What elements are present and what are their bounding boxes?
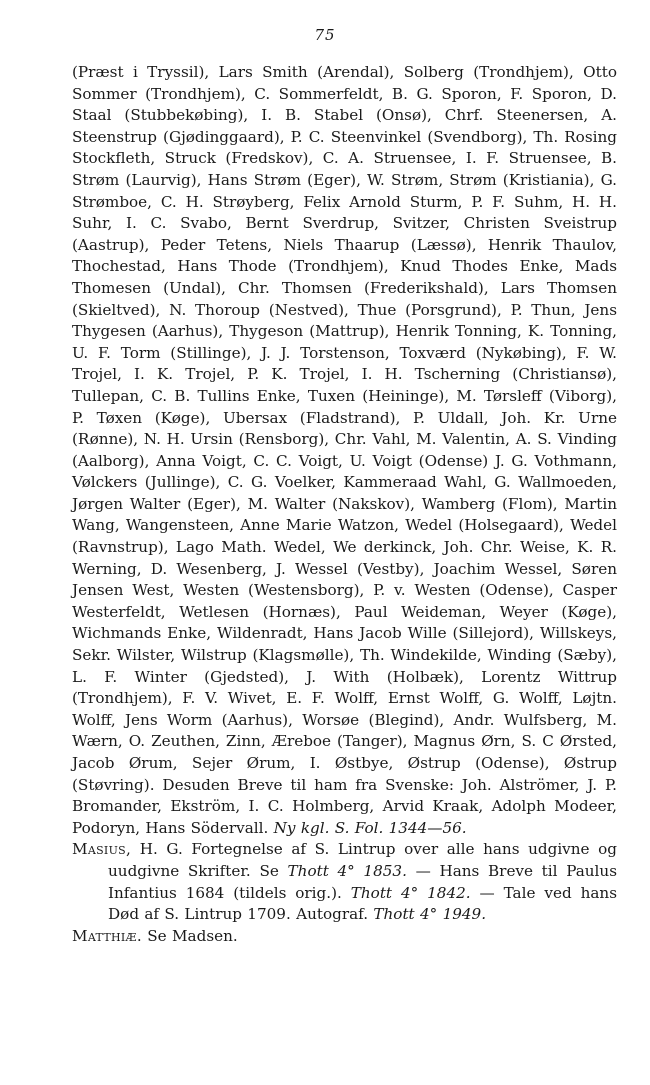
continuation-paragraph: [72, 62, 617, 839]
entry-reference: Thott 4° 1949.: [373, 905, 487, 924]
entry-reference: Thott 4° 1842.: [350, 883, 471, 902]
text-block: [72, 62, 617, 947]
entry-text: — Hans Breve til Paulus Infantius 1684 (tildels orig.).: [108, 861, 617, 902]
entry-text: H. G. Fortegnelse af S. Lintrup over alle hans udgivne og uudgivne Skrifter. Se: [108, 840, 617, 880]
entry-reference: Thott 4° 1853.: [287, 861, 407, 880]
entry-head: Matthiæ.: [72, 926, 142, 945]
entry-matthiae: [72, 926, 617, 948]
continuation-text: (Præst i Tryssil), Lars Smith (Arendal), Solberg (Trondhjem), Otto Sommer (Trondhjem), C. Sommerfeldt, B. G. Sporon, F. Sporon, D. Staal (Stubbekøbing), I. B. Stabel (Onsø), Chrf. Steenersen, A. Steenstrup (Gjødinggaard), P. C. Steenvinkel (Svendborg), Th. Rosing Stockfleth, Struck (Fredskov), C. A. Struensee, I. F. Struensee, B. Strøm (Laurvig), Hans Strøm (Eger), W. Strøm, Strøm (Kristiania), G. Strømboe, C. H. Strøyberg, Felix Arnold Sturm, P. F. Suhm, H. H. Suhr, I. C. Svabo, Bernt Sverdrup, Svitzer, Christen Sveistrup (Aastrup), Peder Tetens, Niels Thaarup (Læssø), Henrik Thaulov, Thochestad, Hans Thode (Trondhjem), Knud Thodes Enke, Mads Thomesen (Undal), Chr. Thomsen (Frederikshald), Lars Thomsen (Skieltved), N. Thoroup (Nestved), Thue (Porsgrund), P. Thun, Jens Thygesen (Aarhus), Thygeson (Mattrup), Henrik Tonning, K. Tonning, U. F. Torm (Stillinge), J. J. Torstenson, Toxværd (Nykøbing), F. W. Trojel, I. K. Trojel, P. K. Trojel, I. H. Tscherning (Christiansø), Tullepan, C. B. Tullins Enke, Tuxen (Heininge), M. Tørsleff (Viborg), P. Tøxen (Køge), Ubersax (Fladstrand), P. Uldall, Joh. Kr. Urne (Rønne), N. H. Ursin (Rensborg), Chr. Vahl, M. Valentin, A. S. Vinding (Aalborg), Anna Voigt, C. C. Voigt, U. Voigt (Odense) J. G. Vothmann, Vølckers (Jullinge), C. G. Voelker, Kammeraad Wahl, G. Wallmoeden, Jørgen Walter (Eger), M. Walter (Nakskov), Wamberg (Flom), Martin Wang, Wangensteen, Anne Marie Watzon, Wedel (Holsegaard), Wedel (Ravnstrup), Lago Math. Wedel, We derkinck, Joh. Chr. Weise, K. R. Werning, D. Wesenberg, J. Wessel (Vestby), Joachim Wessel, Søren Jensen West, Westen (Westensborg), P. v. Westen (Odense), Casper Westerfeldt, Wetlesen (Hornæs), Paul Weideman, Weyer (Køge), Wichmands Enke, Wildenradt, Hans Jacob Wille (Sillejord), Willskeys, Sekr. Wilster, Wilstrup (Klagsmølle), Th. Windekilde, Winding (Sæby), L. F. Winter (Gjedsted), J. With (Holbæk), Lorentz Wittrup (Trondhjem), F. V. Wivet, E. F. Wolff, Ernst Wolff, G. Wolff, Løjtn. Wolff, Jens Worm (Aarhus), Worsøe (Blegind), Andr. Wulfsberg, M. Wærn, O. Zeuthen, Zinn, Æreboe (Tanger), Magnus Ørn, S. C Ørsted, Jacob Ørum, Sejer Ørum, I. Østbye, Østrup (Odense), Østrup (Støvring). Desuden Breve til ham fra Svenske: Joh. Alströmer, J. P. Bromander, Ekström, I. C. Holmberg, Arvid Kraak, Adolph Modeer, Podoryn, Hans Södervall.: [72, 63, 617, 837]
continuation-reference: Ny kgl. S. Fol. 1344—56.: [273, 818, 467, 837]
entry-head: Masius,: [72, 840, 132, 859]
entry-text: — Tale ved hans Død af S. Lintrup 1709. Autograf.: [108, 883, 617, 924]
entry-masius: [72, 839, 617, 925]
entry-text: Se Madsen.: [141, 926, 238, 945]
page-number: 75: [314, 26, 336, 44]
